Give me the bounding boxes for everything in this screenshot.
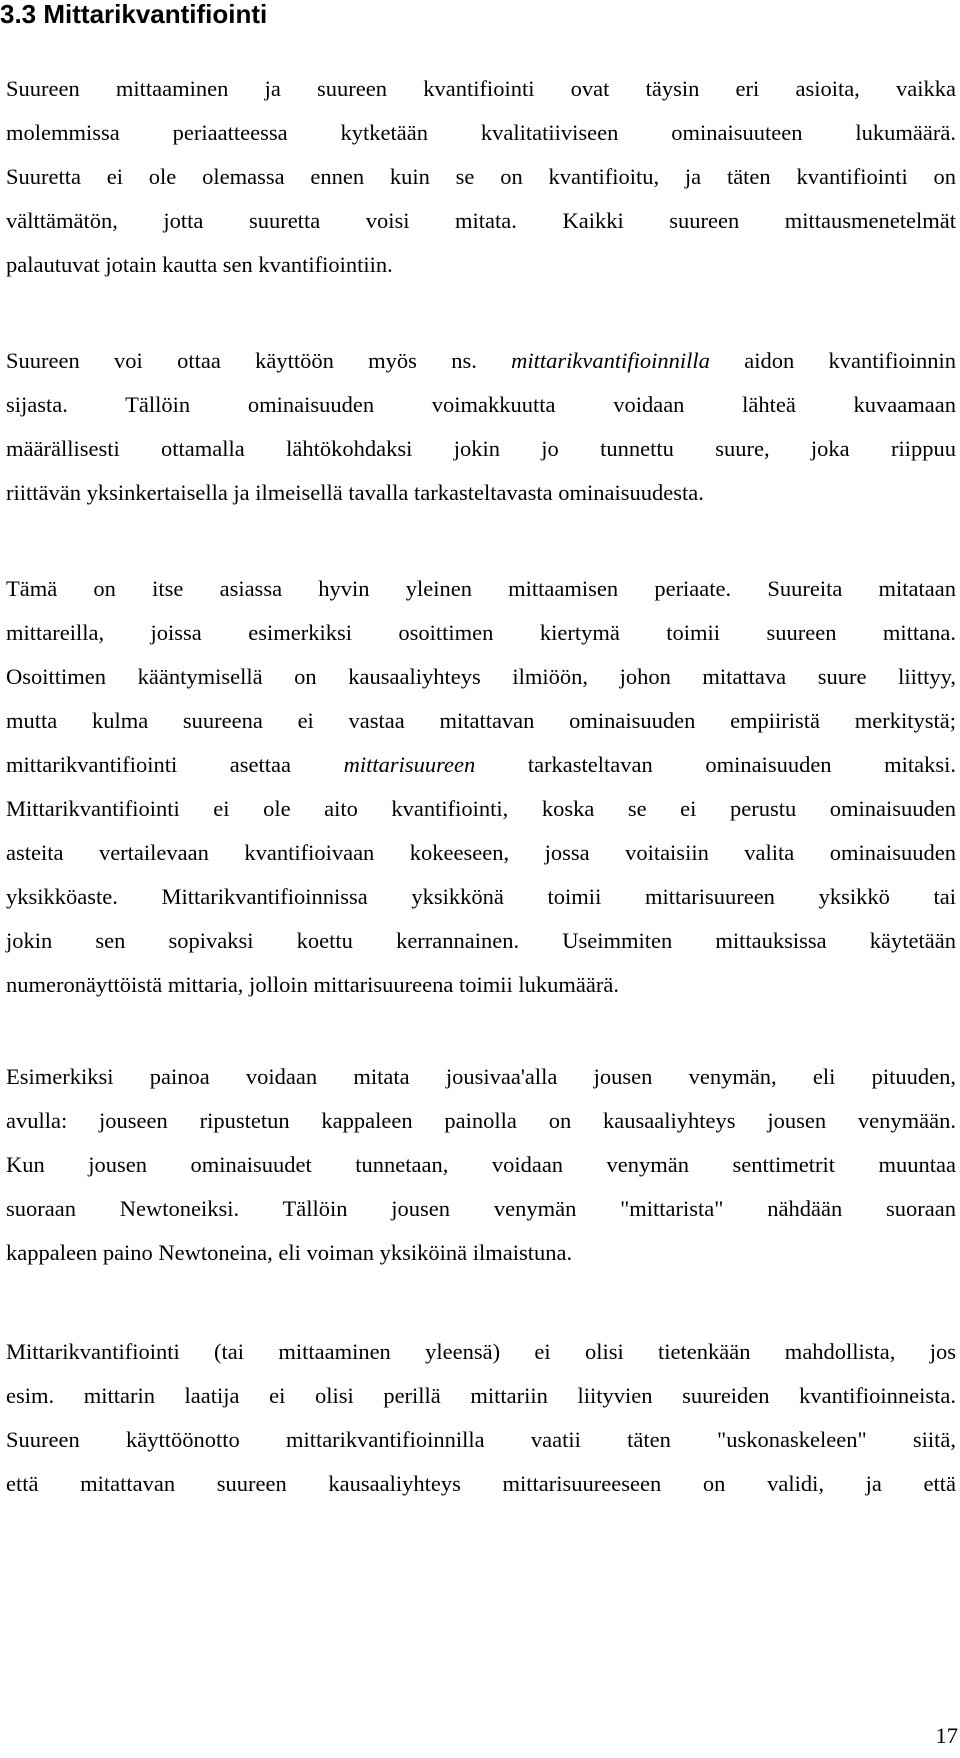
text-line: Esimerkiksi painoa voidaan mitata jousivaa'alla jousen venymän, eli pituuden, — [6, 1064, 956, 1089]
text-line: määrällisesti ottamalla lähtökohdaksi jokin jo tunnettu suure, joka riippuu — [6, 436, 956, 461]
paragraph-5 — [6, 1330, 956, 1506]
text-line: suoraan Newtoneiksi. Tällöin jousen venymän "mittarista" nähdään suoraan — [6, 1196, 956, 1221]
text-run: Suureen voi ottaa käyttöön myös ns. — [6, 348, 512, 373]
text-line: mutta kulma suureena ei vastaa mitattavan ominaisuuden empiiristä merkitystä; — [6, 708, 956, 733]
italic-term: mittarisuureen — [343, 752, 476, 777]
paragraph-4 — [6, 1055, 956, 1275]
text-line — [6, 743, 956, 787]
text-line: jokin sen sopivaksi koettu kerrannainen. Useimmiten mittauksissa käytetään — [6, 928, 956, 953]
text-line: asteita vertailevaan kvantifioivaan kokeeseen, jossa voitaisiin valita ominaisuuden — [6, 840, 956, 865]
text-line: palautuvat jotain kautta sen kvantifiointiin. — [6, 252, 393, 277]
text-line: yksikköaste. Mittarikvantifioinnissa yksikkönä toimii mittarisuureen yksikkö tai — [6, 884, 956, 909]
text-line: sijasta. Tällöin ominaisuuden voimakkuutta voidaan lähteä kuvaamaan — [6, 392, 956, 417]
text-line: Osoittimen kääntymisellä on kausaaliyhteys ilmiöön, johon mitattava suure liittyy, — [6, 664, 956, 689]
text-line: kappaleen paino Newtoneina, eli voiman yksiköinä ilmaistuna. — [6, 1240, 573, 1265]
text-line: Tämä on itse asiassa hyvin yleinen mittaamisen periaate. Suureita mitataan — [6, 576, 956, 601]
text-line: välttämätön, jotta suuretta voisi mitata. Kaikki suureen mittausmenetelmät — [6, 208, 956, 233]
text-line: että mitattavan suureen kausaaliyhteys mittarisuureeseen on validi, ja että — [6, 1471, 956, 1496]
text-line: avulla: jouseen ripustetun kappaleen painolla on kausaaliyhteys jousen venymään. — [6, 1108, 956, 1133]
page-number: 17 — [935, 1723, 958, 1748]
text-line: Suuretta ei ole olemassa ennen kuin se on kvantifioitu, ja täten kvantifiointi on — [6, 164, 956, 189]
text-line: Mittarikvantifiointi ei ole aito kvantifiointi, koska se ei perustu ominaisuuden — [6, 796, 956, 821]
text-line: riittävän yksinkertaisella ja ilmeisellä tavalla tarkasteltavasta ominaisuudesta. — [6, 480, 704, 505]
text-line: molemmissa periaatteessa kytketään kvalitatiiviseen ominaisuuteen lukumäärä. — [6, 120, 956, 145]
text-line: Suureen käyttöönotto mittarikvantifioinnilla vaatii täten "uskonaskeleen" siitä, — [6, 1427, 956, 1452]
text-line: mittareilla, joissa esimerkiksi osoittimen kiertymä toimii suureen mittana. — [6, 620, 956, 645]
text-line: esim. mittarin laatija ei olisi perillä mittariin liityvien suureiden kvantifioinneista. — [6, 1383, 956, 1408]
text-run: mittarikvantifiointi asettaa — [6, 752, 344, 777]
text-line — [6, 339, 956, 383]
text-line: numeronäyttöistä mittaria, jolloin mittarisuureena toimii lukumäärä. — [6, 972, 619, 997]
paragraph-1 — [6, 67, 956, 287]
text-line: Mittarikvantifiointi (tai mittaaminen yleensä) ei olisi tietenkään mahdollista, jos — [6, 1339, 956, 1364]
section-heading: 3.3 Mittarikvantifiointi — [0, 0, 268, 29]
text-line: Suureen mittaaminen ja suureen kvantifiointi ovat täysin eri asioita, vaikka — [6, 76, 956, 101]
paragraph-2 — [6, 339, 956, 515]
text-run: aidon kvantifioinnin — [709, 348, 956, 373]
text-line: Kun jousen ominaisuudet tunnetaan, voidaan venymän senttimetrit muuntaa — [6, 1152, 956, 1177]
paragraph-3 — [6, 567, 956, 1007]
italic-term: mittarikvantifioinnilla — [511, 348, 710, 373]
text-run: tarkasteltavan ominaisuuden mitaksi. — [475, 752, 956, 777]
